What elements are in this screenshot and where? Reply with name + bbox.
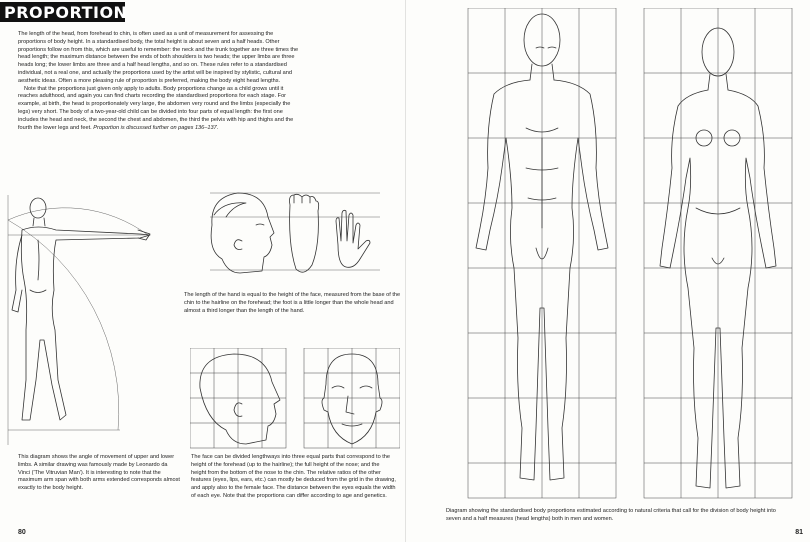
title-bar: [0, 2, 128, 22]
caption-movement: This diagram shows the angle of movement of upper and lower limbs. A similar drawing was famously made by Leonardo da Vinci ('The Vitruvian Man'). It is interesting to note that the maximum arm span with both arms extended corresponds almost exactly to the body height.: [18, 454, 180, 492]
intro-page-reference: Proportion is discussed further on pages 136–137.: [93, 124, 219, 131]
page-title: PROPORTION: [4, 3, 128, 22]
intro-text: [18, 31, 300, 132]
male-figure-silhouette: [12, 198, 150, 420]
foot-sole: [290, 194, 319, 272]
limb-movement-figure: [0, 180, 160, 445]
hand-palm: [336, 210, 370, 267]
page-number-right: 81: [795, 529, 803, 536]
caption-body-proportions: Diagram showing the standardised body proportions estimated according to natural criteria that call for the division of body height into seven and a half measures (head lengths) both in men and women.: [446, 508, 776, 522]
profile-face-grid: [190, 348, 286, 448]
frontal-face-grid: [304, 348, 400, 448]
caption-face: The face can be divided lengthways into three equal parts that correspond to the height of the forehead (up to the hairline); the full height of the nose; and the height from the bottom of the nose to the chin. The relative ratios of the other features (eyes, lips, ears, etc.) can mostly be deduced from the grid in the drawing, and apply also to the female face. The distance between the eyes equals the width of each eye. Note that the proportions can differ according to age and genetics.: [191, 454, 396, 499]
face-proportion-grids: [190, 348, 400, 453]
right-page: [405, 0, 810, 542]
intro-paragraph-1: The length of the head, from forehead to chin, is often used as a unit of measurement for assessing the proportions of body height. In a standardised body, the total height is about seven and a half heads. Other proportions follow on from this, which are useful to remember: the neck and the trunk together are three times the head length; the maximum distance between the ends of both shoulders is two heads; the upper limbs are three heads long; the lower limbs are three and a half head lengths, and so on. These rules refer to a standardised individual, not a real one, and actually the proportions used by the artist will be inspired by stylistic, cultural and aesthetic ideas. Often a more pleasing rule of proportion is preferred, making the body eight head lengths.: [18, 31, 299, 84]
male-proportion-grid: [468, 8, 616, 498]
intro-paragraph-2-body: Note that the proportions just given only apply to adults. Body proportions change as a child grows until it reaches adulthood, and again you can find charts recording the standardised proportions for each stage. For example, at birth, the head is proportionately very large, the abdomen very round and the limbs (especially the legs) very short. The body of a two-year-old child can be divided into four parts of equal length: the first one includes the head and neck, the second the chest and abdomen, the third the pelvis with hip and thighs and the fourth the lower legs and feet.: [18, 85, 294, 131]
caption-hand: The length of the hand is equal to the height of the face, measured from the base of the chin to the hairline on the forehead; the foot is a little longer than the whole head and almost a third longer than the length of the hand.: [184, 292, 401, 314]
head-foot-hand-study: [190, 185, 380, 285]
body-proportion-diagram: [456, 8, 810, 508]
female-proportion-grid: [644, 8, 792, 498]
head-profile: [211, 193, 274, 273]
intro-paragraph-2: [18, 86, 300, 133]
page-number-left: 80: [18, 529, 26, 536]
